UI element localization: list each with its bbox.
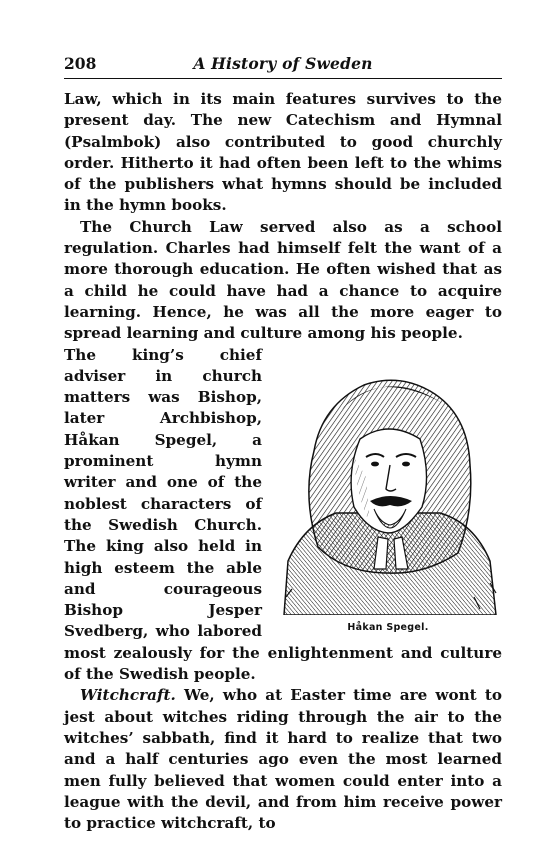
paragraph-2: The Church Law served also as a school regulation. Charles had himself felt the want of a more thorough education. He often wished that as a child he could have had a chance to acquire learning. Hence, he was all the more eager to spread learning and culture among his people. xyxy=(64,217,502,343)
book-page xyxy=(64,52,502,834)
portrait-caption: Håkan Spegel. xyxy=(347,621,429,633)
paragraph-4 xyxy=(64,685,502,834)
portrait-engraving xyxy=(274,347,502,615)
page-number: 208 xyxy=(64,54,97,73)
paragraph-3: The king’s chief adviser in church matters was Bishop, later Archbishop, Håkan Spegel, a prominent hymn writer and one of the noblest characters of the Swedish Church. The king also held in high esteem the able and courageous Bishop Jesper Svedberg, who labored most zealously for the enlightenment and culture of the Swedish people. xyxy=(64,345,502,684)
paragraph-4-text: We, who at Easter time are wont to jest about witches riding through the air to the witches’ sabbath, find it hard to realize that two and a half centuries ago even the most learned men fully believed that women could enter into a league with the devil, and from him receive power to practice witchcraft, to xyxy=(64,686,502,833)
section-run-in-heading: Witchcraft. xyxy=(80,686,176,705)
portrait-figure xyxy=(270,347,506,638)
body-text xyxy=(64,89,502,834)
page-header xyxy=(64,52,502,79)
running-head: A History of Sweden xyxy=(193,54,373,73)
paragraph-1: Law, which in its main features survives to the present day. The new Catechism and Hymnal (Psalmbok) also contributed to good churchly order. Hitherto it had often been left to the whims of the publishers what hymns should be included in the hymn books. xyxy=(64,90,502,215)
